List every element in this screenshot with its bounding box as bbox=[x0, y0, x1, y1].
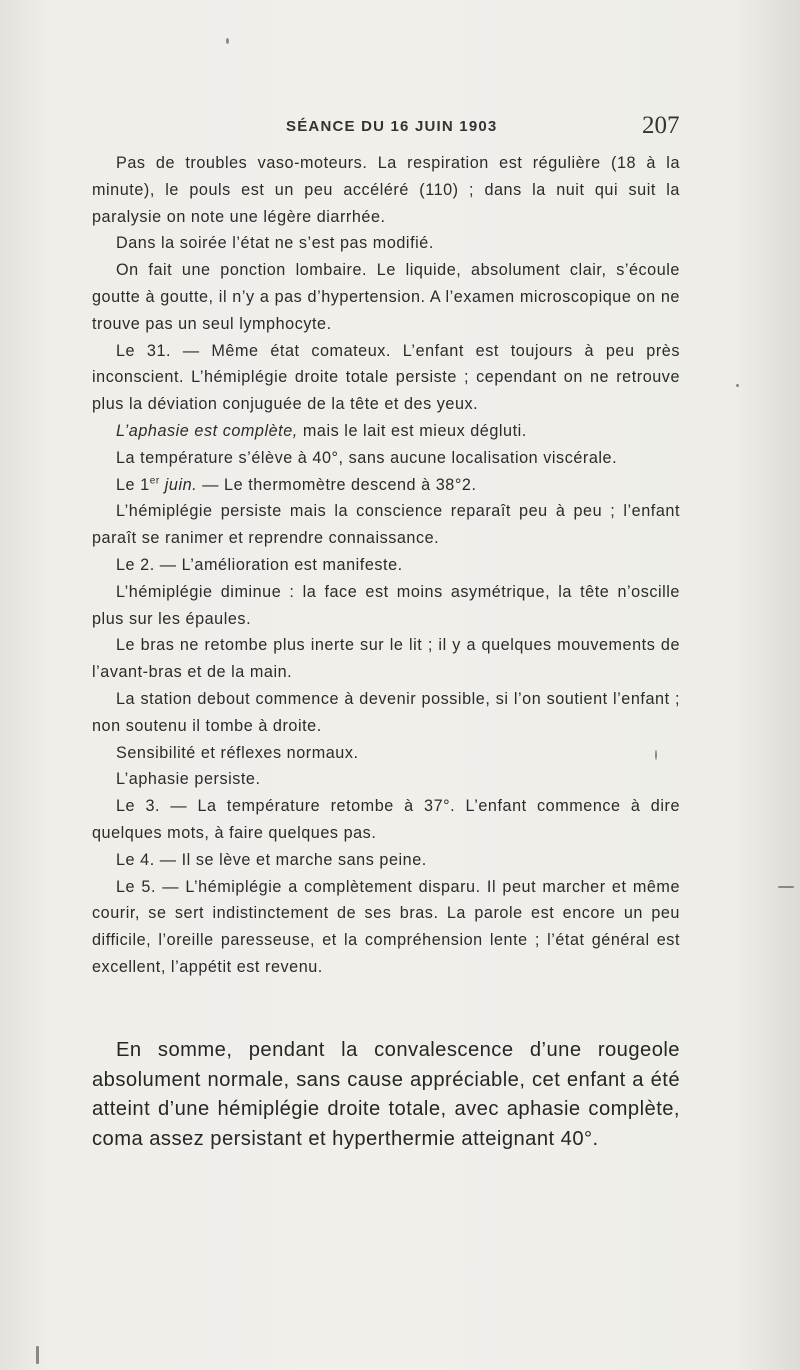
page-number: 207 bbox=[642, 112, 680, 139]
paragraph-arm: Le bras ne retombe plus inerte sur le lit ; il y a quelques mouvements de l’avant-bras et de la main. bbox=[92, 636, 680, 682]
june-1-month: juin. bbox=[159, 475, 198, 494]
paragraph-june-1 bbox=[92, 472, 680, 499]
paragraph-day-31: Le 31. — Même état comateux. L’enfant est toujours à peu près inconscient. L’hémiplégie droite totale persiste ; cependant on ne retrouve plus la déviation conjuguée de la tête et des yeux. bbox=[92, 341, 680, 414]
paragraph-lumbar-puncture: On fait une ponction lombaire. Le liquide, absolument clair, s’écoule goutte à goutte, il n’y a pas d’hypertension. A l’examen microscopique on ne trouve pas un seul lymphocyte. bbox=[92, 261, 680, 333]
scan-speck bbox=[36, 1346, 39, 1364]
paragraph-sensibility: Sensibilité et réflexes normaux. bbox=[116, 743, 359, 762]
paragraph-hemiplegia-persists: L’hémiplégie persiste mais la conscience reparaît peu à peu ; l’enfant paraît se ranimer et reprendre connaissance. bbox=[92, 502, 680, 548]
aphasia-italic: L’aphasie est complète, bbox=[116, 421, 298, 440]
conclusion-paragraph: En somme, pendant la convalescence d’une rougeole absolument normale, sans cause appréciable, cet enfant a été atteint d’une hémiplégie droite totale, avec aphasie complète, coma assez persistant et hyperthermie atteignant 40°. bbox=[92, 1039, 680, 1150]
paragraph-vasomotor: Pas de troubles vaso-moteurs. La respiration est régulière (18 à la minute), le pouls est un peu accéléré (110) ; dans la nuit qui suit la paralysie on note une légère diarrhée. bbox=[92, 154, 680, 226]
paragraph-aphasia-persists: L’aphasie persiste. bbox=[116, 770, 261, 789]
paragraph-hemiplegia-decreases: L’hémiplégie diminue : la face est moins asymétrique, la tête n’oscille plus sur les épaules. bbox=[92, 582, 680, 628]
paragraph-aphasia bbox=[92, 418, 680, 445]
conclusion bbox=[92, 1036, 680, 1154]
paragraph-day-3: Le 3. — La température retombe à 37°. L’enfant commence à dire quelques mots, à faire quelques pas. bbox=[92, 797, 680, 842]
paragraph-evening: Dans la soirée l’état ne s’est pas modifié. bbox=[116, 234, 434, 253]
scan-speck bbox=[226, 38, 229, 44]
paragraph-day-2: Le 2. — L’amélioration est manifeste. bbox=[116, 555, 403, 574]
scan-speck bbox=[655, 750, 657, 760]
june-1-prefix: Le bbox=[116, 475, 141, 494]
june-1-rest: — Le thermomètre descend à 38°2. bbox=[197, 475, 477, 494]
paragraph-day-4: Le 4. — Il se lève et marche sans peine. bbox=[116, 850, 427, 869]
scan-speck bbox=[736, 384, 739, 387]
paragraph-temperature: La température s’élève à 40°, sans aucune localisation viscérale. bbox=[116, 448, 618, 467]
june-1-day: 1 bbox=[140, 475, 150, 494]
scan-speck bbox=[778, 886, 794, 888]
paragraph-standing: La station debout commence à devenir possible, si l’on soutient l’enfant ; non soutenu il tombe à droite. bbox=[92, 689, 680, 735]
body-text bbox=[92, 150, 680, 981]
running-head-title: SÉANCE DU 16 JUIN 1903 bbox=[286, 118, 498, 135]
june-1-sup: er bbox=[149, 475, 160, 487]
paragraph-day-5: Le 5. — L’hémiplégie a complètement disparu. Il peut marcher et même courir, se sert indistinctement de ses bras. La parole est encore un peu difficile, l’oreille paresseuse, et la compréhension lente ; l’état général est excellent, l’appétit est revenu. bbox=[92, 877, 680, 976]
aphasia-rest: mais le lait est mieux dégluti. bbox=[297, 421, 527, 440]
running-head bbox=[0, 112, 800, 142]
